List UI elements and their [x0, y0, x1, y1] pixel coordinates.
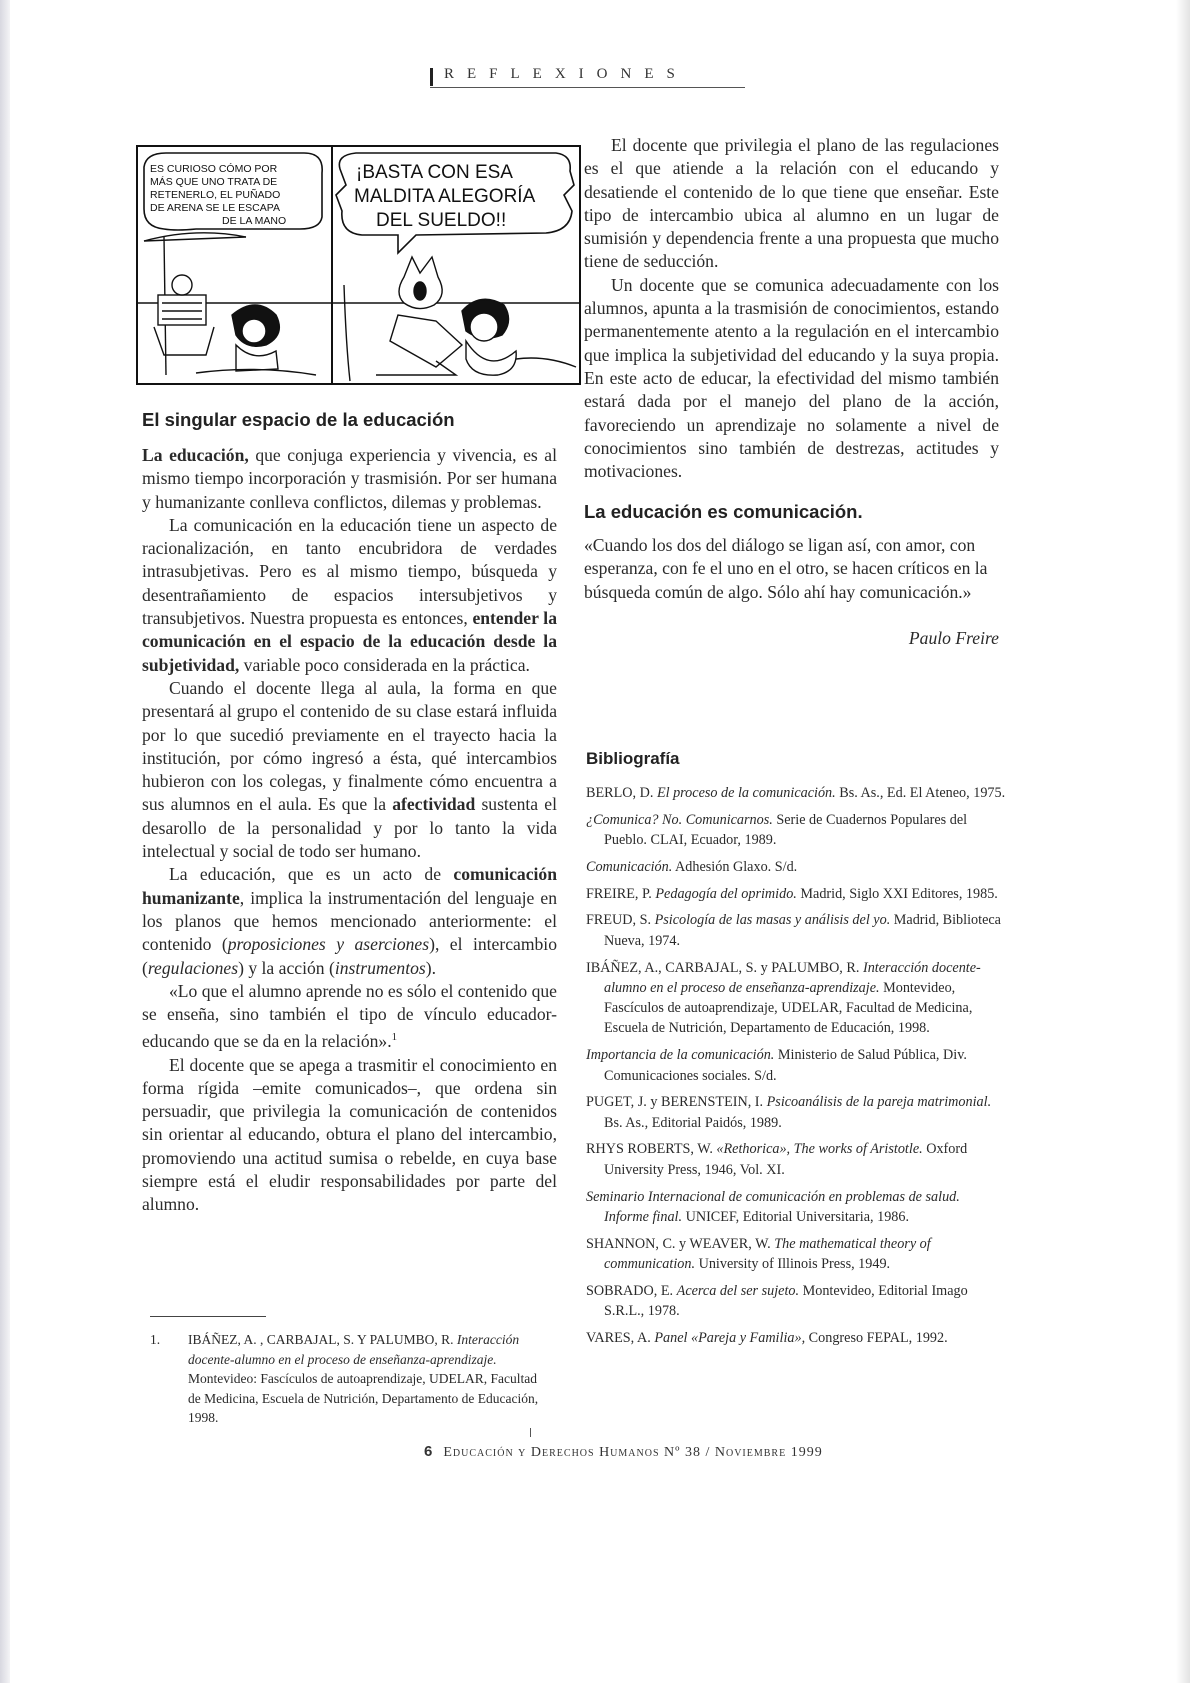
paragraph-4: [142, 863, 557, 979]
paragraph-4-italic-2: regulaciones: [147, 957, 239, 978]
paragraph-4-text-b: , implica la instrumentación del lenguaje en los planos que hemos mencionado anteriormente: el contenido (: [142, 887, 557, 955]
bibliography-heading: Bibliografía: [586, 749, 680, 768]
paragraph-3-text-b: sustenta el desarollo de la personalidad y por lo tanto la vida intelectual y social de todo ser humano.: [142, 794, 557, 862]
bib-title: «Rethorica», The works of Aristotle.: [716, 1141, 923, 1158]
right-paragraph-2: Un docente que se comunica adecuadamente con los alumnos, apunta a la trasmisión de conocimientos, estando permanentemente atento a la regulación en el intercambio que implica la subjetividad del educando y la suya propia. En este acto de educar, la efectividad del mismo también estará dada por el manejo del plano de la acción, favoreciendo un aprendizaje no solamente a nivel de conocimientos sino también de destrezas, actitudes y motivaciones.: [584, 274, 999, 482]
bib-entry: [586, 857, 1006, 877]
comic-strip: [136, 145, 581, 385]
bib-title: Seminario Internacional de comunicación en problemas de salud. Informe final.: [586, 1188, 960, 1225]
bib-title: Psicología de las masas y análisis del yo.: [654, 912, 891, 929]
bib-publisher: University of Illinois Press, 1949.: [695, 1255, 891, 1272]
bib-title: Pedagogía del oprimido.: [655, 885, 797, 902]
bubble-right-line-1: ¡BASTA CON ESA: [356, 162, 513, 183]
bib-entry: [586, 1187, 1006, 1228]
footnote-publisher: Montevideo: Fascículos de autoaprendizaje, UDELAR, Facultad de Medicina, Escuela de Nutrición, Departamento de Educación, 1998.: [188, 1371, 539, 1425]
bib-publisher: Oxford University Press, 1946, Vol. XI.: [604, 1141, 968, 1178]
paragraph-1-text: que conjuga experiencia y vivencia, es al mismo tiempo incorporación y trasmisión. Por ser humana y humanizante conlleva conflictos, dilemas y problemas.: [142, 445, 557, 512]
bib-entry: [586, 810, 1006, 851]
footnote-ref[interactable]: 1: [391, 1031, 398, 1044]
left-column-body: [142, 444, 557, 1217]
bib-author: PUGET, J. y BERENSTEIN, I.: [586, 1094, 767, 1111]
paragraph-5-text: «Lo que el alumno aprende no es sólo el contenido que se enseña, sino también el tipo de vínculo educador-educando que se da en la relación».: [142, 980, 557, 1052]
footnote-number: 1.: [150, 1332, 161, 1347]
footer-publication: Educación y Derechos Humanos Nº 38 / Noviembre 1999: [443, 1445, 823, 1460]
bib-entry: [586, 1045, 1006, 1086]
paragraph-2: [142, 514, 557, 677]
bib-publisher: Adhesión Glaxo. S/d.: [672, 858, 798, 875]
paragraph-4-italic-1: proposiciones y aserciones: [227, 934, 430, 955]
bib-author: SOBRADO, E.: [586, 1282, 677, 1299]
bib-author: RHYS ROBERTS, W.: [586, 1141, 717, 1158]
bib-title: Importancia de la comunicación.: [586, 1047, 775, 1064]
paragraph-4-text-c: ), el intercambio (: [142, 934, 557, 978]
paragraph-2-text-a: La comunicación en la educación tiene un aspecto de racionalización, en tanto encubridora de verdades intrasubjetivas. Pero es al mismo tiempo, búsqueda y desentrañamiento de espacios intersubjetivos y transubjetivos. Nuestra propuesta es entonces,: [142, 514, 557, 629]
bib-author: FREUD, S.: [586, 912, 655, 929]
bib-entry: [586, 783, 1006, 803]
paragraph-4-text-a: La educación, que es un acto de: [169, 864, 454, 885]
section-heading-comunicacion: La educación es comunicación.: [584, 501, 863, 522]
bib-entry: [586, 884, 1006, 904]
footer-tick: [530, 1428, 531, 1437]
paragraph-3: [142, 677, 557, 863]
bubble-left-line-2: MÁS QUE UNO TRATA DE: [150, 176, 278, 188]
bib-entry: [586, 958, 1006, 1039]
right-column-body: [584, 134, 999, 483]
paragraph-3-text-a: Cuando el docente llega al aula, la forma en que presentará al grupo el contenido de su clase estará influida por lo que sucedió previamente en el trayecto hacia la institución, por cómo ingresó a ésta, qué intercambios hubieron con los colegas, y finalmente cómo encuentra a sus alumnos en el aula. Es que la: [142, 677, 557, 815]
bib-title: Interacción docente-alumno en el proceso de enseñanza-aprendizaje.: [604, 959, 981, 996]
bib-title: Acerca del ser sujeto.: [676, 1282, 800, 1299]
bib-entry: [586, 1281, 1006, 1322]
paragraph-2-emphasis: entender la comunicación en el espacio de la educación desde la subjetividad,: [142, 608, 557, 675]
bib-entry: [586, 1234, 1006, 1275]
paragraph-1-lead: La educación,: [142, 445, 249, 465]
section-heading-singular-espacio: El singular espacio de la educación: [142, 409, 455, 430]
bib-author: FREIRE, P.: [586, 885, 656, 902]
bib-entry: [586, 1092, 1006, 1133]
bib-publisher: UNICEF, Editorial Universitaria, 1986.: [682, 1208, 910, 1225]
paragraph-1: [142, 444, 557, 514]
bubble-left-line-3: RETENERLO, EL PUÑADO: [150, 189, 281, 201]
bib-author: VARES, A.: [586, 1329, 655, 1346]
bib-title: Panel «Pareja y Familia»,: [654, 1329, 806, 1346]
bib-publisher: Madrid, Siglo XXI Editores, 1985.: [796, 885, 998, 902]
footnote-title: Interacción docente-alumno en el proceso de enseñanza-aprendizaje.: [188, 1332, 520, 1367]
bib-publisher: Bs. As., Ed. El Ateneo, 1975.: [835, 785, 1006, 801]
bib-publisher: Madrid, Biblioteca Nueva, 1974.: [604, 912, 1001, 949]
paragraph-4-emphasis: comunicación humanizante: [142, 864, 557, 908]
footnote-body: [188, 1330, 545, 1428]
page-number: 6: [424, 1443, 434, 1460]
paragraph-6: [142, 1054, 557, 1217]
bib-publisher: Montevideo, Editorial Imago S.R.L., 1978.: [604, 1282, 968, 1320]
bubble-right-line-3: DEL SUELDO!!: [376, 210, 507, 231]
bib-publisher: Congreso FEPAL, 1992.: [805, 1329, 948, 1346]
scan-edge-right: [1176, 0, 1190, 1683]
bib-entry: [586, 1328, 1006, 1348]
bubble-left-line-4: DE ARENA SE LE ESCAPA: [150, 202, 280, 214]
paragraph-3-emphasis: afectividad: [392, 794, 476, 815]
page-footer: [424, 1443, 823, 1461]
bib-author: SHANNON, C. y WEAVER, W.: [586, 1235, 775, 1252]
bib-publisher: Serie de Cuadernos Populares del Pueblo. CLAI, Ecuador, 1989.: [604, 811, 968, 849]
bubble-left-line-5: DE LA MANO: [222, 215, 287, 227]
bib-publisher: Montevideo, Fascículos de autoaprendizaje, UDELAR, Facultad de Medicina, Escuela de Nutrición, Departamento de Educación, 1998.: [604, 979, 973, 1037]
freire-quote: «Cuando los dos del diálogo se ligan así, con amor, con esperanza, con fe el uno en el otro, se hacen críticos en la búsqueda común de algo. Sólo ahí hay comunicación.»: [584, 535, 988, 602]
bib-title: Comunicación.: [586, 858, 673, 875]
running-head-text: REFLEXIONES: [444, 66, 688, 82]
running-head: [430, 66, 745, 88]
footnote: [150, 1330, 545, 1428]
bib-title: Psicoanálisis de la pareja matrimonial.: [766, 1094, 992, 1111]
right-paragraph-1: El docente que privilegia el plano de las regulaciones es el que atiende a la relación con el educando y desatiende el contenido de lo que tiene que enseñar. Este tipo de intercambio ubica al alumno en un lugar de sumisión y dependencia frente a una propuesta que mucho tiene de seducción.: [584, 135, 999, 272]
footnote-rule: [150, 1316, 266, 1317]
bib-publisher: Ministerio de Salud Pública, Div. Comunicaciones sociales. S/d.: [604, 1047, 967, 1084]
running-head-rule: [430, 87, 745, 88]
scan-edge-left: [0, 0, 10, 1683]
footnote-authors: IBÁÑEZ, A. , CARBAJAL, S. Y PALUMBO, R.: [188, 1332, 457, 1347]
paragraph-4-italic-3: instrumentos: [334, 957, 426, 978]
bib-entry: [586, 910, 1006, 951]
bib-author: IBÁÑEZ, A., CARBAJAL, S. y PALUMBO, R.: [586, 959, 863, 976]
quote-author: Paulo Freire: [908, 628, 999, 648]
running-head-bar: [430, 68, 433, 86]
paragraph-4-text-d: ) y la acción (: [238, 957, 335, 978]
paragraph-4-text-e: ).: [425, 957, 436, 978]
bib-author: BERLO, D.: [586, 785, 657, 801]
bib-title: ¿Comunica? No. Comunicarnos.: [586, 811, 773, 828]
bib-title: The mathematical theory of communication.: [604, 1235, 931, 1272]
bubble-left-line-1: ES CURIOSO CÓMO POR: [150, 163, 278, 175]
bubble-right-line-2: MALDITA ALEGORÍA: [354, 186, 536, 207]
bib-publisher: Bs. As., Editorial Paidós, 1989.: [604, 1114, 782, 1131]
paragraph-5: [142, 980, 557, 1054]
bib-entry: [586, 1139, 1006, 1180]
bib-title: El proceso de la comunicación.: [656, 785, 836, 801]
bibliography-list: [586, 783, 1006, 1355]
paragraph-6-text: El docente que se apega a trasmitir el conocimiento en forma rígida –emite comunicados–, que ordena sin persuadir, que privilegia la comunicación de contenidos sin orientar al educando, obtura el plano del intercambio, promoviendo una actitud sumisa o rebelde, en cuya base siempre está el eludir responsabilidades por parte del alumno.: [142, 1054, 557, 1215]
paragraph-2-text-b: variable poco considerada en la práctica.: [239, 654, 530, 675]
